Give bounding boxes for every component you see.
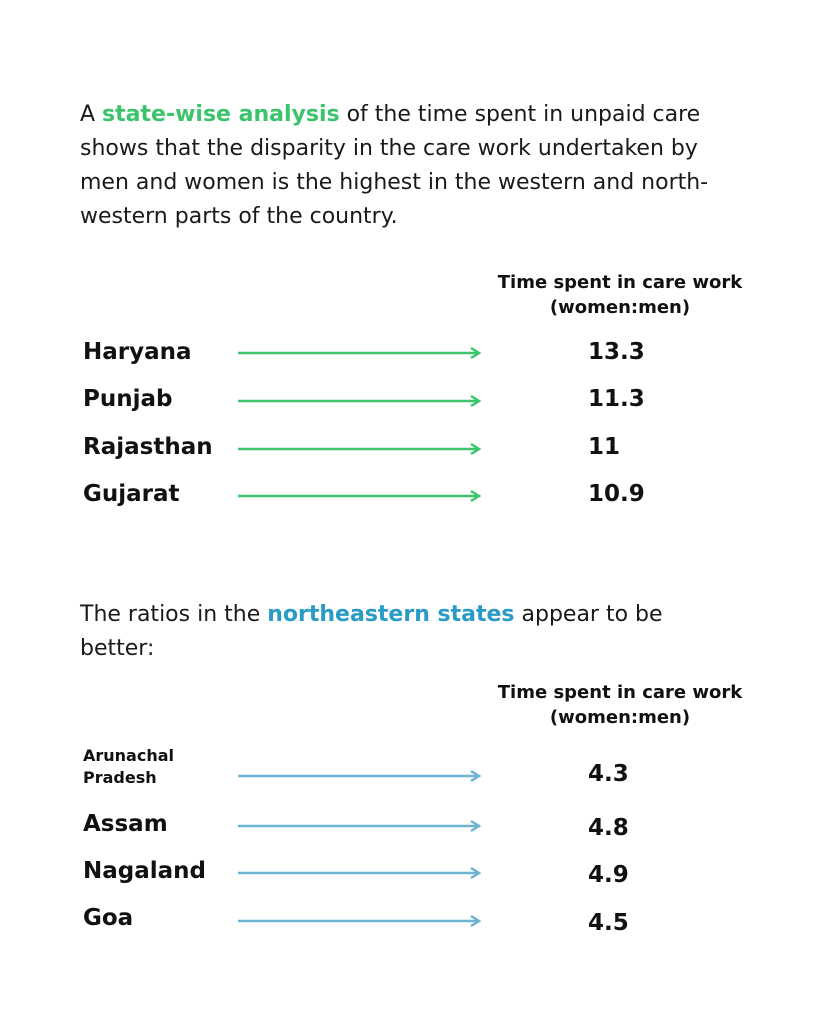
arrow-right-icon: [238, 442, 483, 456]
table1-header-line1: Time spent in care work: [497, 272, 743, 293]
table1-row: [0, 338, 819, 378]
ratio-value: 4.9: [588, 862, 629, 888]
ratio-value: 4.5: [588, 910, 629, 936]
state-name: Arunachal Pradesh: [83, 746, 175, 787]
arrow-right-icon: [238, 819, 483, 833]
state-name: Gujarat: [83, 481, 180, 507]
table1-row: [0, 433, 819, 473]
northeast-prefix: The ratios in the: [80, 602, 268, 627]
state-name: Punjab: [83, 386, 173, 412]
arrow-right-icon: [238, 914, 483, 928]
table2-row: [0, 857, 819, 897]
state-name: Rajasthan: [83, 434, 213, 460]
ratio-value: 11: [588, 434, 621, 460]
arrow-right-icon: [238, 866, 483, 880]
ratio-value: 4.8: [588, 815, 629, 841]
ratio-value: 10.9: [588, 481, 645, 507]
table2-header: [480, 680, 760, 730]
intro-highlight: state-wise analysis: [102, 102, 340, 127]
arrow-right-icon: [238, 394, 483, 408]
intro-prefix: A: [80, 102, 103, 127]
table2-row: [0, 904, 819, 944]
northeast-paragraph: [80, 598, 740, 666]
state-name: Goa: [83, 905, 134, 931]
ratio-value: 4.3: [588, 761, 629, 787]
ratio-value: 13.3: [588, 339, 645, 365]
table1-header-line2: (women:men): [549, 297, 691, 318]
table1-row: [0, 480, 819, 520]
intro-paragraph: [80, 98, 740, 234]
table2-row: [0, 810, 819, 850]
state-name: Nagaland: [83, 858, 206, 884]
table1-header: [480, 270, 760, 320]
northeast-highlight: northeastern states: [267, 602, 515, 627]
table1-row: [0, 385, 819, 425]
intro-suffix: of the time spent in unpaid care shows that the disparity in the care work undertaken by men and women is the highest in the western and north-western parts of the country.: [80, 102, 709, 229]
arrow-right-icon: [238, 769, 483, 783]
ratio-value: 11.3: [588, 386, 645, 412]
arrow-right-icon: [238, 346, 483, 360]
northeast-suffix: appear to be better:: [80, 602, 663, 661]
table2-row: [0, 745, 819, 795]
table2-header-line1: Time spent in care work: [497, 682, 743, 703]
table2-header-line2: (women:men): [549, 707, 691, 728]
state-name: Assam: [83, 811, 168, 837]
state-name: Haryana: [83, 339, 192, 365]
arrow-right-icon: [238, 489, 483, 503]
